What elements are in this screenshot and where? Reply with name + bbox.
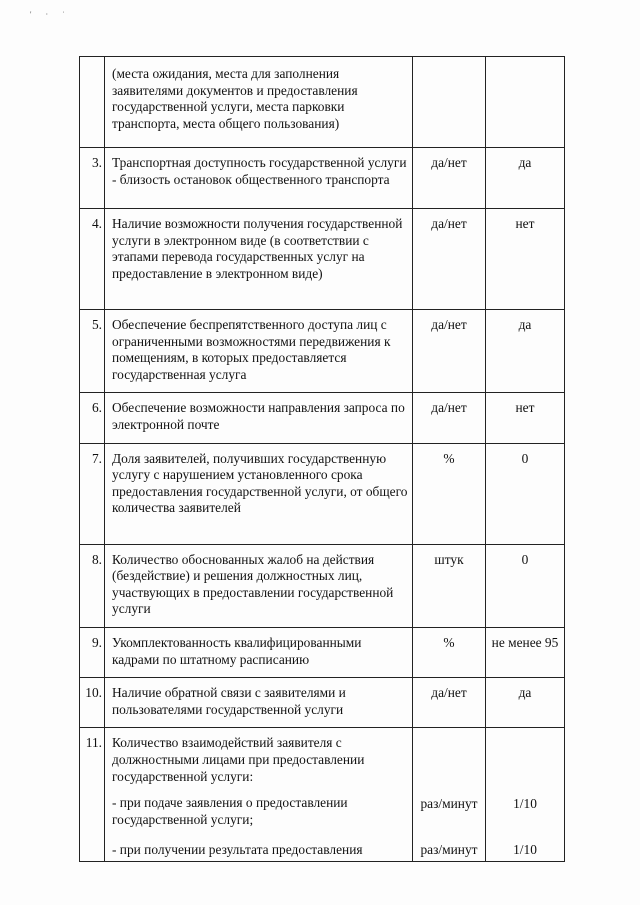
row-number: 6. xyxy=(80,393,105,443)
row-value: 0 xyxy=(486,544,565,627)
table-row xyxy=(80,544,565,627)
interactions-value-receive: 1/10 xyxy=(513,842,537,858)
row-description: Количество обоснованных жалоб на действия (бездействие) и решения должностных лиц, участвующих в предоставлении государственной услуги xyxy=(105,544,413,627)
row-number: 3. xyxy=(80,148,105,209)
row-value xyxy=(486,728,565,862)
row-number: 7. xyxy=(80,443,105,544)
row-number: 8. xyxy=(80,544,105,627)
interactions-intro: Количество взаимодействий заявителя с должностными лицами при предоставлении государственной услуги: xyxy=(112,735,365,784)
interactions-unit-submit: раз/минут xyxy=(420,795,478,811)
row-description xyxy=(105,728,413,862)
row-description: (места ожидания, места для заполнения заявителями документов и предоставления государственной услуги, места парковки транспорта, места общего пользования) xyxy=(105,57,413,148)
interactions-value-submit: 1/10 xyxy=(513,795,537,811)
row-unit xyxy=(413,728,486,862)
row-unit: да/нет xyxy=(413,209,486,310)
row-unit: % xyxy=(413,627,486,677)
row-unit: да/нет xyxy=(413,678,486,728)
row-value xyxy=(486,57,565,148)
table-row-interactions xyxy=(80,728,565,862)
interactions-item-submit: - при подаче заявления о предоставлении государственной услуги; xyxy=(112,795,348,827)
table-row xyxy=(80,443,565,544)
row-unit: да/нет xyxy=(413,148,486,209)
row-unit: да/нет xyxy=(413,310,486,393)
row-unit: да/нет xyxy=(413,393,486,443)
row-description: Наличие возможности получения государственной услуги в электронном виде (в соответствии с этапами перевода государственных услуг на предоставление в электронном виде) xyxy=(105,209,413,310)
table-row xyxy=(80,148,565,209)
scan-specks: ' · ˙ xyxy=(30,10,71,19)
row-value: 0 xyxy=(486,443,565,544)
row-description: Транспортная доступность государственной услуги - близость остановок общественного транспорта xyxy=(105,148,413,209)
row-value: да xyxy=(486,678,565,728)
row-description: Укомплектованность квалифицированными кадрами по штатному расписанию xyxy=(105,627,413,677)
row-number: 10. xyxy=(80,678,105,728)
row-number: 4. xyxy=(80,209,105,310)
row-unit: штук xyxy=(413,544,486,627)
row-description: Обеспечение возможности направления запроса по электронной почте xyxy=(105,393,413,443)
row-value: нет xyxy=(486,393,565,443)
table-row xyxy=(80,393,565,443)
row-description: Наличие обратной связи с заявителями и пользователями государственной услуги xyxy=(105,678,413,728)
row-description: Доля заявителей, получивших государственную услугу с нарушением установленного срока предоставления государственной услуги, от общего количества заявителей xyxy=(105,443,413,544)
row-description: Обеспечение беспрепятственного доступа лиц с ограниченными возможностями передвижения к помещениям, в которых предоставляется государственная услуга xyxy=(105,310,413,393)
row-number xyxy=(80,57,105,148)
row-value: да xyxy=(486,310,565,393)
row-number: 11. xyxy=(80,728,105,862)
row-unit: % xyxy=(413,443,486,544)
interactions-item-receive: - при получении результата предоставления xyxy=(112,842,363,858)
table-row xyxy=(80,627,565,677)
table-row xyxy=(80,209,565,310)
interactions-unit-receive: раз/минут xyxy=(420,842,478,858)
row-value: да xyxy=(486,148,565,209)
row-number: 9. xyxy=(80,627,105,677)
row-value: не менее 95 xyxy=(486,627,565,677)
row-unit xyxy=(413,57,486,148)
table-row xyxy=(80,57,565,148)
indicators-table xyxy=(79,56,565,862)
row-value: нет xyxy=(486,209,565,310)
table-row xyxy=(80,310,565,393)
table-row xyxy=(80,678,565,728)
row-number: 5. xyxy=(80,310,105,393)
